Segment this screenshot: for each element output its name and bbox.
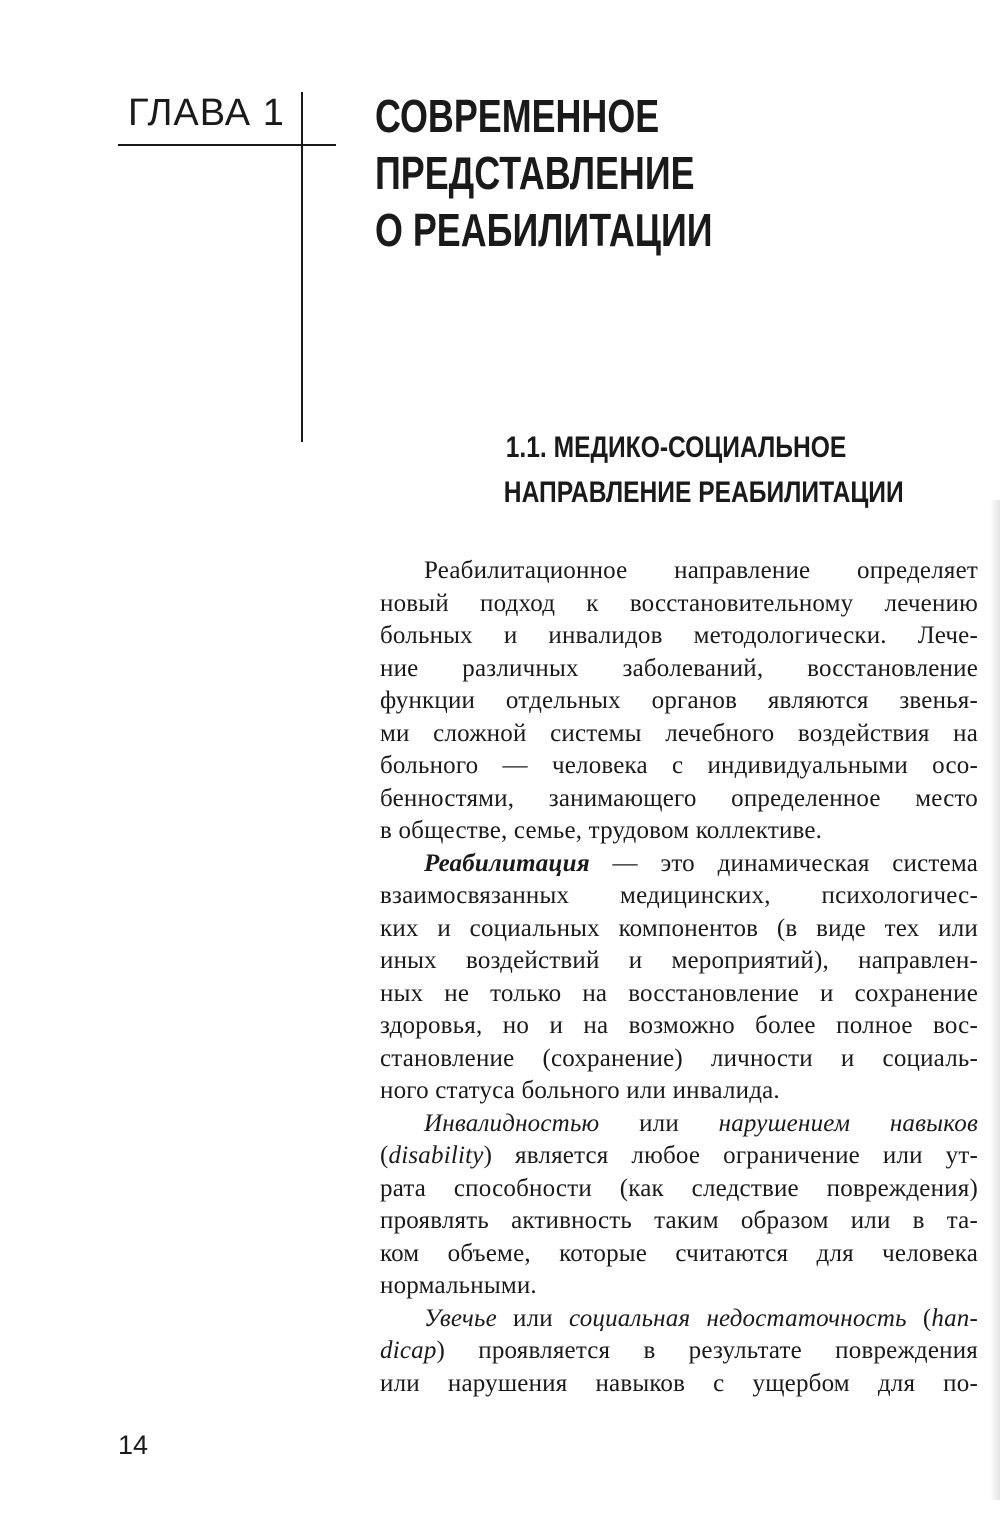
section-title-line: 1.1. МЕДИКО-СОЦИАЛЬНОЕ [505, 431, 847, 464]
paragraph-rehab-direction [380, 555, 978, 848]
text-line: больного — человека с индивидуальными осо- [380, 752, 978, 779]
term-disability-ru: Инвалидностью [424, 1109, 600, 1137]
text-line: ние различных заболеваний, восстановление [380, 654, 978, 682]
text-line: становление (сохранение) личности и социаль- [380, 1044, 978, 1072]
chapter-horizontal-rule [118, 144, 336, 146]
text-line: функции отдельных органов являются звенья- [380, 687, 978, 714]
text-fragment: ( [906, 1304, 932, 1332]
text-fragment: — это динамическая система [589, 849, 978, 877]
chapter-title [375, 88, 713, 259]
text-line [380, 1140, 978, 1173]
text-fragment: ) проявляется в результате повреждения [436, 1337, 978, 1364]
term-social-insufficiency: социальная недостаточность [569, 1304, 907, 1332]
page-edge-shadow [990, 500, 1000, 1500]
text-line: нормальными. [380, 1272, 537, 1299]
text-line: ного статуса больного или инвалида. [380, 1077, 780, 1104]
text-fragment: или [599, 1109, 719, 1137]
text-line [380, 1303, 978, 1336]
text-fragment: или [496, 1304, 570, 1332]
text-line: взаимосвязанных медицинских, психологичес- [380, 882, 978, 909]
section-title-line: НАПРАВЛЕНИЕ РЕАБИЛИТАЦИИ [503, 476, 904, 509]
term-skill-impairment: нарушением навыков [718, 1109, 978, 1137]
term-handicap-en-part1: han- [931, 1304, 979, 1332]
text-line [380, 1108, 978, 1141]
term-rehabilitation: Реабилитация [424, 849, 590, 877]
text-line: больных и инвалидов методологически. Лече- [380, 622, 978, 649]
paragraph-rehab-definition [380, 848, 978, 1108]
text-line: проявлять активность таким образом или в та- [380, 1207, 978, 1234]
section-title [503, 425, 904, 515]
term-handicap-en-part2: dicap [380, 1337, 437, 1364]
paragraph-handicap-definition [380, 1303, 978, 1401]
chapter-vertical-rule [301, 92, 303, 442]
term-injury: Увечье [424, 1304, 497, 1332]
page-number: 14 [118, 1430, 149, 1460]
text-line: иных воздействий и мероприятий), направлен- [380, 947, 978, 974]
text-line: рата способности (как следствие повреждения) [380, 1174, 978, 1202]
text-line: ми сложной системы лечебного воздействия на [380, 719, 978, 747]
chapter-title-line: ПРЕДСТАВЛЕНИЕ [375, 147, 695, 199]
chapter-title-line: СОВРЕМЕННОЕ [375, 90, 660, 142]
text-line: или нарушения навыков с ущербом для по- [380, 1369, 978, 1397]
text-line [380, 848, 978, 881]
body-text [380, 555, 978, 1400]
text-fragment: ( [380, 1142, 389, 1169]
text-line: здоровья, но и на возможно более полное вос- [380, 1012, 978, 1039]
chapter-title-line: О РЕАБИЛИТАЦИИ [375, 204, 713, 256]
text-line: новый подход к восстановительному лечению [380, 589, 978, 617]
term-disability-en: disability [388, 1142, 484, 1169]
text-fragment: ) является любое ограничение или ут- [483, 1142, 978, 1169]
text-line [380, 1335, 978, 1368]
text-line: ких и социальных компонентов (в виде тех или [380, 914, 978, 942]
text-line: в обществе, семье, трудовом коллективе. [380, 817, 823, 844]
chapter-label: ГЛАВА 1 [128, 92, 285, 134]
text-line: ных не только на восстановление и сохранение [380, 979, 978, 1007]
text-line: Реабилитационное направление определяет [424, 557, 978, 584]
text-line: бенностями, занимающего определенное место [380, 784, 978, 812]
text-line: ком объеме, которые считаются для человека [380, 1239, 978, 1267]
paragraph-disability-definition [380, 1108, 978, 1303]
